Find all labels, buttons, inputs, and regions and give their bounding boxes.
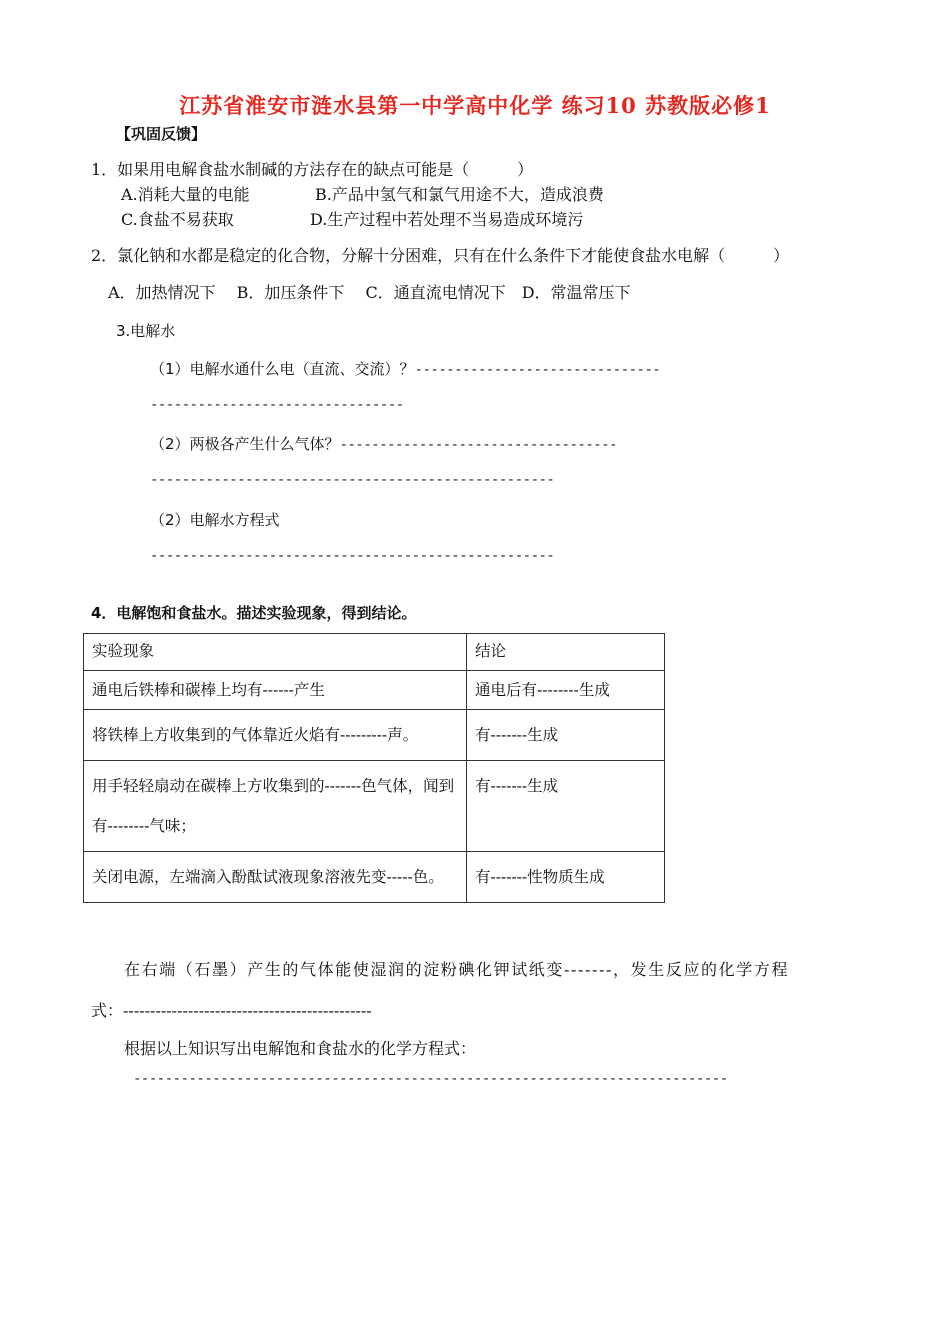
table-row [84, 852, 665, 903]
phenomenon-cell: 通电后铁棒和碳棒上均有------产生 [84, 671, 467, 710]
q3-part2 [150, 433, 617, 454]
q3-part3-text: （2）电解水方程式 [150, 511, 280, 529]
q3-part1-blank: ------------------------------- [414, 362, 661, 378]
q3-heading: 3.电解水 [116, 322, 176, 340]
column-header-phenomenon: 实验现象 [84, 634, 467, 671]
table-row [84, 710, 665, 761]
conclusion-cell: 有-------生成 [467, 710, 665, 761]
q3-part1-blank-line2: -------------------------------- [150, 397, 404, 413]
phenomenon-cell: 关闭电源，左端滴入酚酞试液现象溶液先变-----色。 [84, 852, 467, 903]
table-row [84, 671, 665, 710]
section-heading: 【巩固反馈】 [116, 125, 207, 143]
q1-stem: 1．如果用电解食盐水制碱的方法存在的缺点可能是（ ） [91, 160, 534, 179]
conclusion-cell: 有-------生成 [467, 761, 665, 852]
phenomenon-cell: 用手轻轻扇动在碳棒上方收集到的-------色气体，闻到有--------气味； [84, 761, 467, 852]
page-title: 江苏省淮安市涟水县第一中学高中化学 练习10 苏教版必修1 [179, 93, 771, 118]
q2-options: A．加热情况下 B．加压条件下 C．通直流电情况下 D．常温常压下 [108, 283, 631, 302]
q3-part2-blank: ----------------------------------- [339, 437, 618, 453]
table-header-row [84, 634, 665, 671]
q3-part1-text: （1）电解水通什么电（直流、交流）？ [150, 360, 415, 378]
q3-part3-blank: --------------------------------------------------- [150, 548, 555, 564]
experiment-table [83, 633, 665, 903]
q4-equation-blank: --------------------------------------------------------------------------- [133, 1071, 728, 1087]
table-row [84, 761, 665, 852]
q3-part2-text: （2）两极各产生什么气体？ [150, 435, 340, 453]
q4-after-text-line2: 式：---------------------------------------------- [91, 1001, 372, 1020]
column-header-conclusion: 结论 [467, 634, 665, 671]
q2-stem: 2．氯化钠和水都是稳定的化合物，分解十分困难，只有在什么条件下才能使食盐水电解（ ） [91, 246, 790, 265]
q1-option-c: C.食盐不易获取 [121, 210, 234, 229]
q3-part1 [150, 358, 660, 379]
q3-part2-blank-line2: --------------------------------------------------- [150, 472, 555, 488]
q4-heading: 4．电解饱和食盐水。描述实验现象，得到结论。 [91, 604, 417, 622]
q1-option-d: D.生产过程中若处理不当易造成环境污 [310, 210, 584, 229]
q1-option-b: B.产品中氢气和氯气用途不大，造成浪费 [315, 185, 604, 204]
conclusion-cell: 通电后有--------生成 [467, 671, 665, 710]
q1-option-a: A.消耗大量的电能 [121, 185, 250, 204]
q4-equation-prompt: 根据以上知识写出电解饱和食盐水的化学方程式： [124, 1039, 477, 1058]
conclusion-cell: 有-------性物质生成 [467, 852, 665, 903]
phenomenon-cell: 将铁棒上方收集到的气体靠近火焰有---------声。 [84, 710, 467, 761]
q4-after-text-line1: 在右端（石墨）产生的气体能使湿润的淀粉碘化钾试纸变-------，发生反应的化学方程 [124, 960, 790, 979]
